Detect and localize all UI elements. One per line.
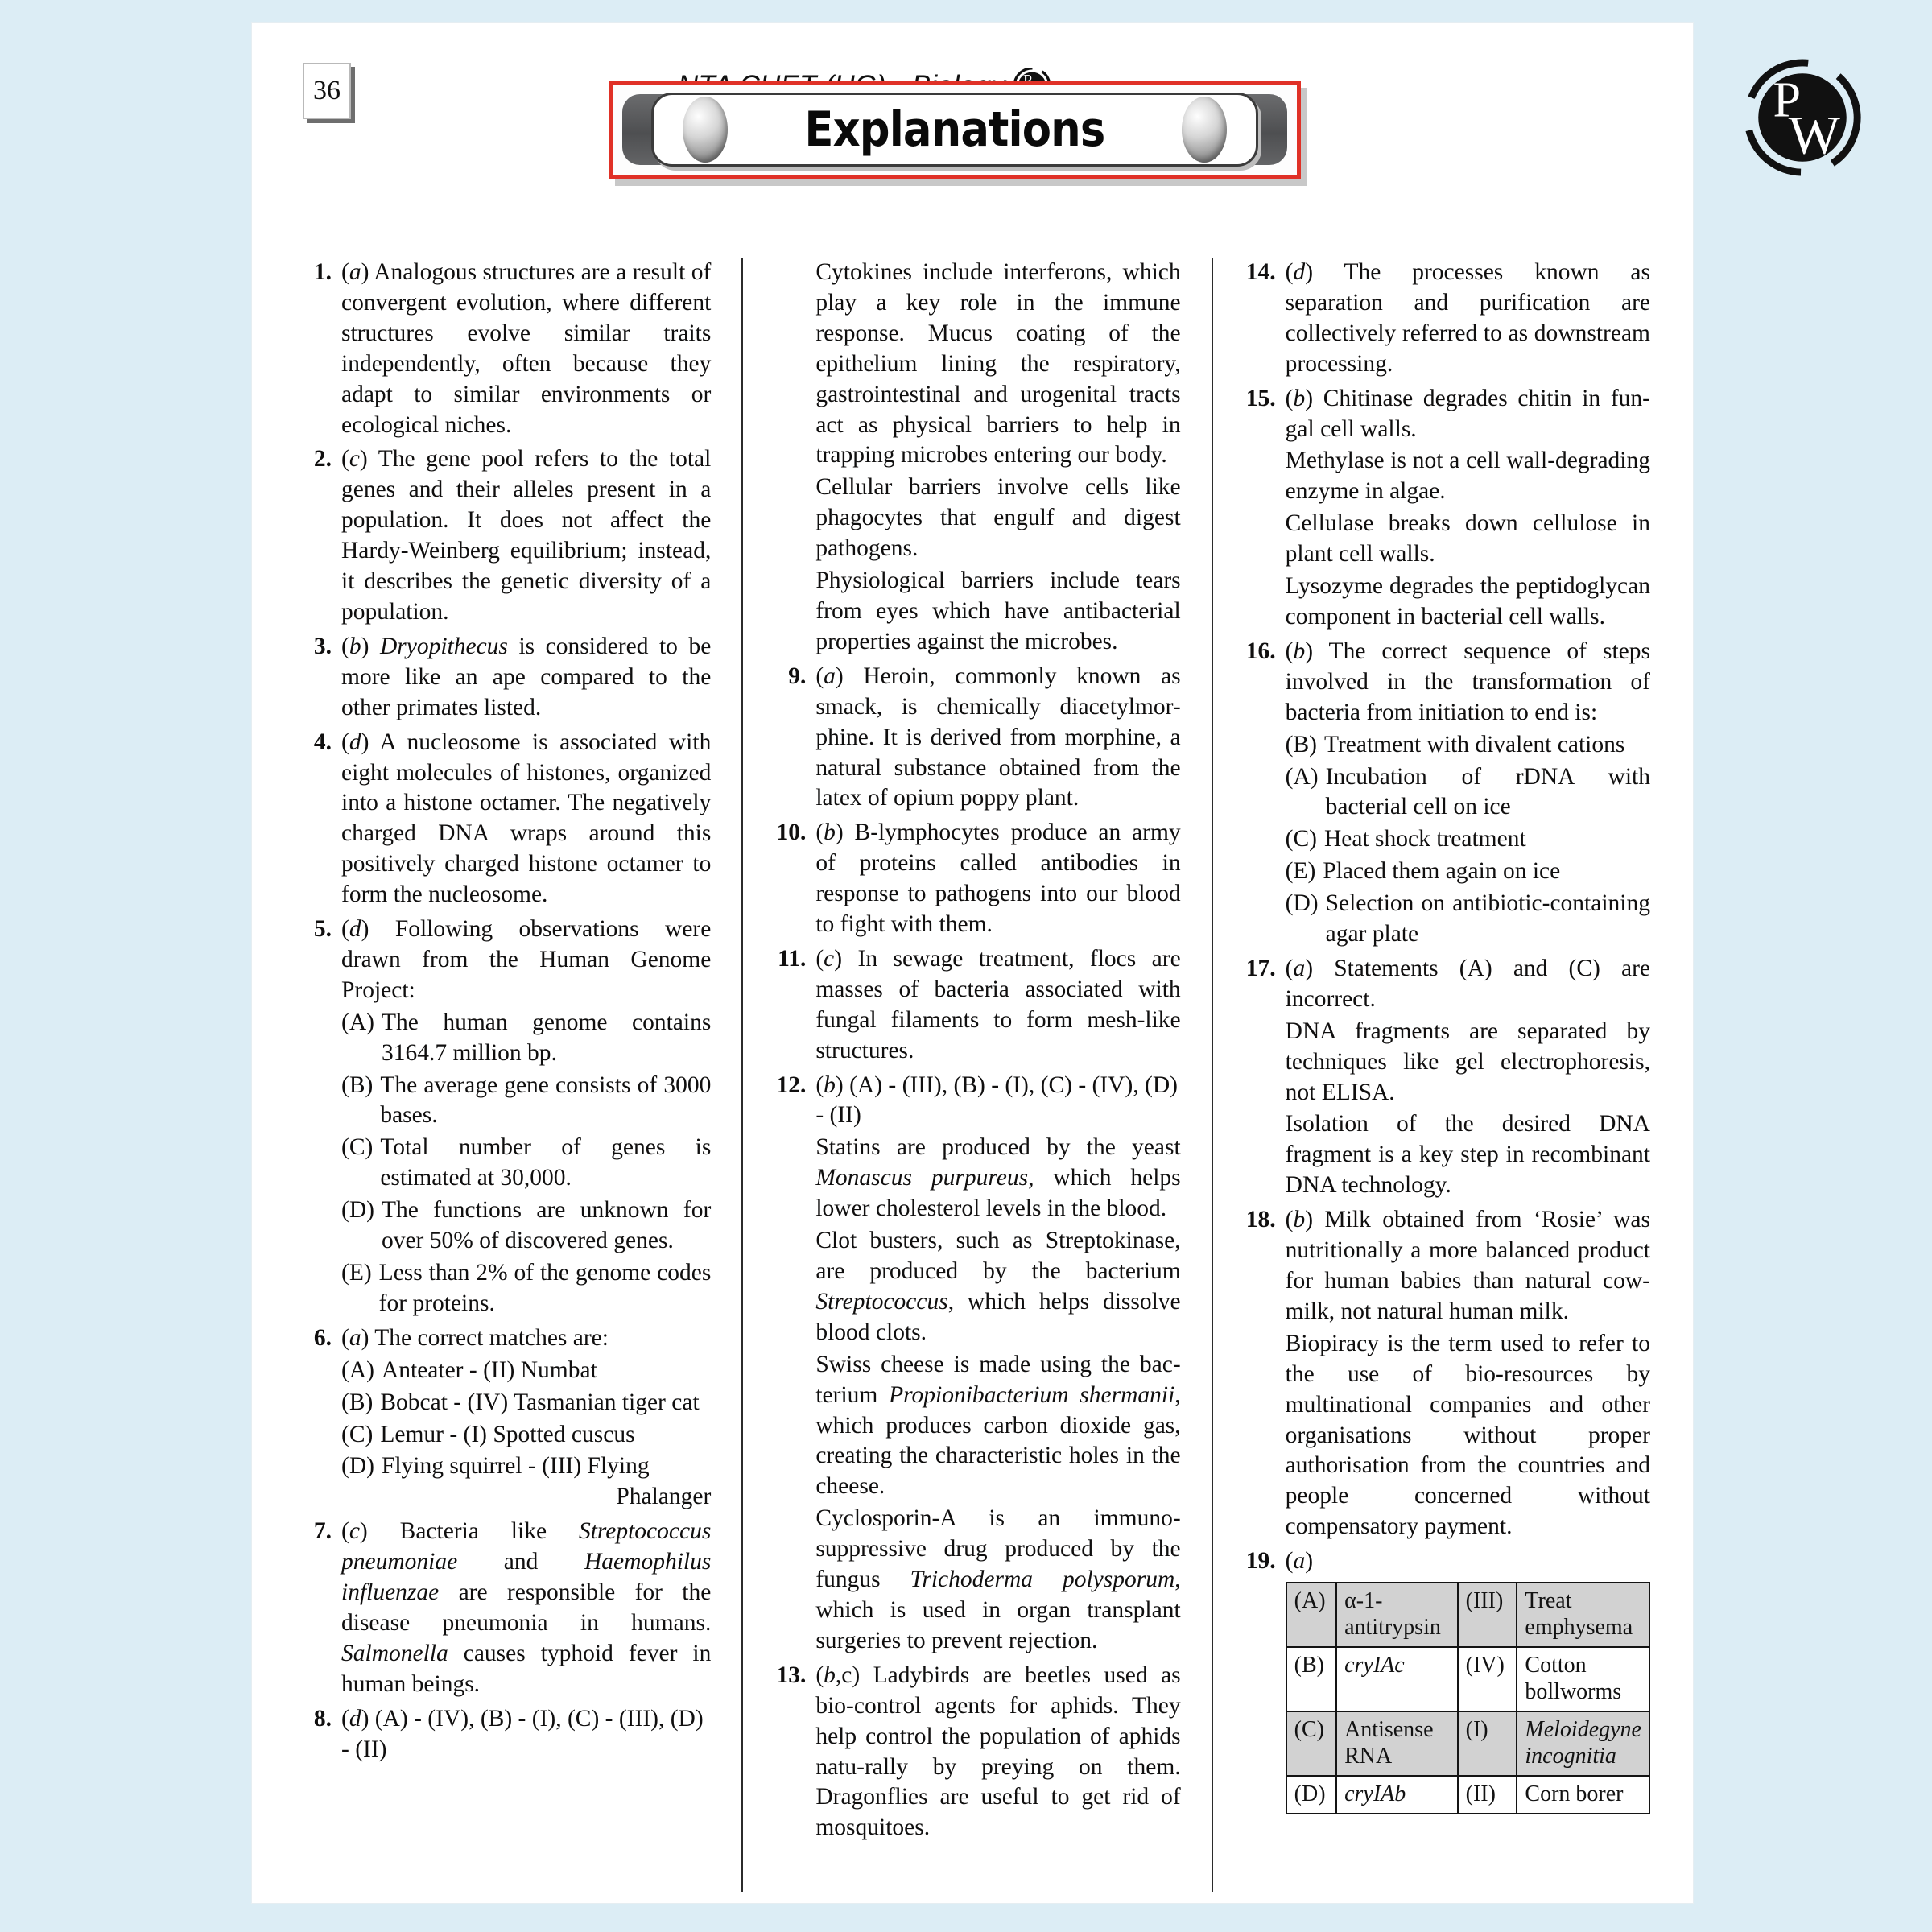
page-number-badge (303, 63, 351, 119)
explanation-item (304, 1517, 711, 1701)
sub-point (1286, 824, 1650, 855)
table-cell-key: (D) (1286, 1776, 1336, 1814)
item-body (1286, 384, 1650, 634)
answer-option: (b) (1285, 385, 1314, 411)
sub-point (341, 1420, 711, 1451)
text-run: Cyclosporin-A is an immuno-suppressive drug produced by the fungus (815, 1505, 1181, 1593)
table-cell-roman: (II) (1458, 1776, 1517, 1814)
explanation-paragraph: DNA fragments are separated by techniques like gel electrophoresis, not ELISA. (1285, 1018, 1650, 1105)
item-body (341, 632, 711, 725)
sub-point-tail: Phalanger (616, 1484, 712, 1510)
answer-option-letter: b (824, 819, 836, 846)
italic-term: Salmonella (341, 1640, 448, 1666)
sub-point-label: (B) (341, 1389, 374, 1415)
text-run: , which produces carbon dioxide gas, creating the characteristic holes in the cheese. (815, 1381, 1181, 1500)
sub-point-label: (C) (341, 1134, 374, 1161)
sub-point-text: Heat shock treatment (1323, 826, 1526, 852)
answer-paragraph: (b,c) Ladybirds are beetles used as bio-control agents for aphids. They help control the population of aphids natu-rally by preying on them. Dragonflies are useful to get rid of mosquitoes. (815, 1662, 1181, 1841)
banner-red-frame (609, 80, 1301, 179)
answer-paragraph (1286, 1546, 1650, 1577)
sub-point (1286, 857, 1650, 887)
sub-point-text: Placed them again on ice (1323, 858, 1561, 885)
banner-title: Explanations (804, 101, 1105, 158)
table-cell-value: cryIAb (1336, 1776, 1458, 1814)
answer-paragraph: (b) B-lymphocytes produce an army of proteins called antibodies in response to pathogens into our blood to fight with them. (815, 819, 1181, 938)
answer-paragraph: (a) Heroin, commonly known as smack, is chemically diacetylmor-phine. It is derived from morphine, a natural substance obtained from the latex of opium poppy plant. (815, 663, 1181, 811)
table-cell-key: (A) (1286, 1583, 1336, 1647)
item-number: 2. (313, 446, 332, 473)
explanation-item (304, 444, 711, 629)
column-2 (741, 258, 1180, 1892)
sub-point-label: (C) (341, 1421, 374, 1447)
answer-option: (a) (815, 663, 844, 689)
sub-point (341, 1451, 711, 1513)
answer-paragraph (815, 1226, 1180, 1348)
answer-option-letter: b (1293, 385, 1306, 411)
item-number: 11. (778, 945, 807, 972)
sub-point-text: The human genome contains 3164.7 million bp. (381, 1009, 712, 1066)
answer-option: (b,c) (815, 1662, 861, 1688)
answer-option: (b) (1285, 1207, 1314, 1233)
answer-option: (d) (1285, 259, 1314, 285)
matching-table (1286, 1582, 1650, 1814)
table-cell-match: Treat emphysema (1517, 1583, 1649, 1647)
sub-point (1286, 762, 1650, 824)
explanation-paragraph: Cellular barriers involve cells like phagocytes that engulf and digest pathogens. (815, 474, 1181, 562)
sub-point-label: (B) (1285, 731, 1317, 758)
answer-option-letter: b (349, 633, 361, 659)
explanation-item (1244, 258, 1650, 382)
item-number: 6. (313, 1324, 332, 1351)
explanation-item (1244, 1546, 1650, 1814)
item-number: 16. (1245, 638, 1276, 664)
answer-option: (d) (341, 729, 369, 755)
item-number: 8. (313, 1705, 332, 1732)
answer-option: (b) (815, 819, 844, 846)
item-body (1286, 258, 1650, 382)
sub-point-text: Flying squirrel - (III) Flying Phalanger (382, 1451, 711, 1513)
answer-paragraph (341, 1517, 711, 1699)
answer-paragraph: (c) In sewage treatment, flocs are masses of bacteria associated with fungal filaments to form mesh-like structures. (815, 945, 1181, 1063)
answer-option-letter: a (349, 1324, 361, 1351)
explanation-item (774, 818, 1180, 942)
sub-point (341, 1356, 711, 1386)
answer-option-letter: b (1293, 638, 1306, 664)
answer-paragraph: (b) (A) - (III), (B) - (I), (C) - (IV), (D) - (II) (815, 1071, 1178, 1129)
table-cell-value: cryIAc (1336, 1647, 1458, 1711)
answer-option-letter: d (349, 1705, 361, 1732)
sub-point-text: Less than 2% of the genome codes for proteins. (378, 1260, 712, 1316)
sub-point-label: (D) (1285, 890, 1319, 917)
text-run: and (457, 1549, 584, 1575)
text-run: Bacteria like (399, 1518, 579, 1545)
text-run: causes typhoid fever in human beings. (341, 1640, 712, 1697)
text-run: , which helps lower cholesterol levels in the blood. (815, 1165, 1181, 1222)
banner-knob-left-icon (683, 97, 728, 163)
italic-term: Propionibacterium shermanii (889, 1381, 1175, 1408)
item-number: 5. (313, 916, 332, 943)
sub-point-text: Incubation of rDNA with bacterial cell on ice (1325, 763, 1650, 820)
italic-term: Streptococcus (815, 1288, 948, 1315)
answer-option: (c) (815, 945, 843, 972)
answer-paragraph: (d) (A) - (IV), (B) - (I), (C) - (III), (D) - (II) (341, 1705, 704, 1762)
sub-point (341, 1388, 711, 1418)
sub-point (1286, 889, 1650, 950)
explanation-item (774, 1071, 1180, 1658)
sub-point-text: The functions are unknown for over 50% of discovered genes. (381, 1197, 712, 1254)
answer-option: (b) (1285, 638, 1314, 664)
sub-point-label: (E) (1285, 858, 1316, 885)
answer-option: (a) (1285, 1548, 1314, 1575)
answer-option-letter: d (349, 916, 361, 943)
item-body (1286, 637, 1650, 952)
answer-option: (d) (341, 1705, 369, 1732)
table-cell-roman: (IV) (1458, 1647, 1517, 1711)
text-run: , which is used in organ transplant surgeries to prevent rejection. (815, 1567, 1181, 1653)
text-run: are responsible for the disease pneumonia in humans. (341, 1579, 712, 1636)
explanation-item (304, 1323, 711, 1514)
table-cell-match: Cotton bollworms (1517, 1647, 1649, 1711)
item-body (1286, 954, 1650, 1203)
sub-point-text: Lemur - (I) Spotted cuscus (380, 1421, 635, 1447)
sub-point-text: The average gene consists of 3000 bases. (380, 1071, 712, 1129)
explanation-paragraph: Physiological barriers include tears from eyes which have antibacterial properties against the microbes. (815, 568, 1181, 654)
answer-option-letter: a (824, 663, 836, 689)
item-body (1286, 1205, 1650, 1544)
table-cell-roman: (I) (1458, 1711, 1517, 1776)
answer-option-letter: a (1293, 955, 1306, 981)
table-cell-key: (C) (1286, 1711, 1336, 1776)
banner-knob-right-icon (1182, 97, 1227, 163)
explanation-item (1244, 954, 1650, 1203)
item-number: 9. (788, 663, 807, 689)
answer-paragraph: (b) The correct sequence of steps involved in the transformation of bacteria from initiation to end is: (1285, 638, 1650, 725)
item-number: 1. (313, 259, 332, 285)
table-cell-match: Corn borer (1517, 1776, 1649, 1814)
table-row (1286, 1776, 1649, 1814)
item-body (815, 1661, 1180, 1845)
answer-paragraph: (d) A nucleosome is associated with eight molecules of histones, organized into a histone octamer. The negatively charged DNA wraps around this positively charged histone octamer to form the nucleosome. (341, 729, 712, 908)
table-row (1286, 1583, 1649, 1647)
item-number: 10. (776, 819, 807, 846)
answer-paragraph: (b) Dryopithecus is considered to be more like an ape compared to the other primates listed. (341, 633, 712, 720)
answer-option: (b) (341, 633, 369, 659)
explanation-item (774, 662, 1180, 816)
text-run: , which helps dissolve blood clots. (815, 1288, 1181, 1345)
item-body (815, 1071, 1180, 1658)
italic-term: Trichoderma polysporum (910, 1567, 1175, 1593)
item-number: 18. (1245, 1207, 1276, 1233)
text-run: Swiss cheese is made using the bac-terium (815, 1351, 1181, 1408)
explanation-item (1244, 384, 1650, 634)
explanation-item (774, 258, 1180, 659)
explanation-item (1244, 1205, 1650, 1544)
item-number: 15. (1245, 385, 1276, 411)
item-body (341, 728, 711, 912)
sub-point (1286, 730, 1650, 761)
sub-point-label: (B) (341, 1071, 374, 1098)
explanation-paragraph: Isolation of the desired DNA fragment is a key step in recombinant DNA technology. (1285, 1111, 1650, 1199)
sub-point-text: Total number of genes is estimated at 30,000. (380, 1134, 712, 1191)
answer-paragraph: (a) Analogous structures are a result of convergent evolution, where different structures evolve similar traits independently, often because they adapt to similar environments or ecological niches. (341, 259, 712, 438)
answer-paragraph (815, 1133, 1180, 1224)
column-3 (1212, 258, 1650, 1892)
sub-point-label: (A) (1285, 763, 1319, 790)
answer-paragraph: (a) Statements (A) and (C) are incorrect. (1285, 955, 1650, 1012)
answer-option-letter: c (824, 945, 835, 972)
item-body (341, 1323, 711, 1514)
sub-point-label: (D) (341, 1453, 374, 1480)
item-body (815, 944, 1180, 1068)
svg-text:P: P (1773, 72, 1802, 128)
explanation-item (304, 914, 711, 1321)
table-row (1286, 1647, 1649, 1711)
svg-text:W: W (1788, 104, 1840, 166)
item-body (1286, 1546, 1650, 1814)
table-cell-value: Antisense RNA (1336, 1711, 1458, 1776)
explanation-item (304, 728, 711, 912)
item-number: 7. (313, 1518, 332, 1545)
sub-point-text: Selection on antibiotic-containing agar plate (1325, 890, 1650, 947)
explanation-item (304, 1704, 711, 1767)
answer-option-letter: c (349, 446, 360, 473)
explanation-item (1244, 637, 1650, 952)
answer-option-letter: a (349, 259, 361, 285)
italic-term: Monascus purpureus (815, 1165, 1029, 1191)
table-cell-key: (B) (1286, 1647, 1336, 1711)
item-body (341, 1704, 711, 1767)
answer-option-letter: a (1293, 1548, 1306, 1575)
item-body (341, 258, 711, 442)
answer-option-letter: c (349, 1518, 360, 1545)
answer-paragraph: (b) Milk obtained from ‘Rosie’ was nutritionally a more balanced product for human babies than natural cow-milk, not natural human milk. (1285, 1207, 1650, 1324)
explanation-item (304, 258, 711, 442)
item-body (341, 1517, 711, 1701)
explanation-paragraph: Cytokines include interferons, which play a key role in the immune response. Mucus coating of the epithelium lining the respiratory, gastrointestinal and urogenital tracts act as physical barriers to help in trapping microbes entering our body. (815, 259, 1181, 469)
sub-point (341, 1008, 711, 1069)
item-body (341, 914, 711, 1321)
answer-option: (c) (341, 1518, 368, 1545)
answer-option: (a) (341, 259, 369, 285)
answer-option: (a) (1285, 955, 1314, 981)
explanation-item (774, 944, 1180, 1068)
sub-point (341, 1258, 711, 1319)
text-run: Clot busters, such as Streptokinase, are produced by the bacterium (815, 1228, 1181, 1284)
sub-point-text: Treatment with divalent cations (1323, 731, 1625, 758)
table-cell-value: α-1-antitrypsin (1336, 1583, 1458, 1647)
answer-paragraph (815, 1350, 1180, 1503)
explanations-banner (609, 80, 1301, 179)
explanation-paragraph: Methylase is not a cell wall-degrading enzyme in algae. (1285, 448, 1650, 505)
text-run: Statins are produced by the yeast (815, 1134, 1181, 1161)
sub-point-label: (A) (341, 1356, 374, 1383)
item-number: 19. (1245, 1548, 1276, 1575)
item-number: 14. (1245, 259, 1276, 285)
column-1 (304, 258, 711, 1892)
explanation-item (774, 1661, 1180, 1845)
sub-point-label: (C) (1285, 826, 1317, 852)
page-number-value: 36 (313, 76, 341, 105)
item-body (815, 818, 1180, 942)
sub-point (341, 1071, 711, 1132)
item-body (815, 662, 1180, 816)
answer-paragraph: (c) The gene pool refers to the total genes and their alleles present in a population. It does not affect the Hardy-Weinberg equilibrium; instead, it describes the genetic diversity of a population. (341, 446, 712, 625)
item-number: 4. (313, 729, 332, 755)
table-cell-match: Meloidegyne incognitia (1517, 1711, 1649, 1776)
answer-paragraph: (a) The correct matches are: (341, 1324, 609, 1351)
answer-option: (a) (341, 1324, 369, 1351)
banner-inner-panel (651, 93, 1258, 167)
pw-logo-large-icon (1743, 58, 1862, 177)
table-row (1286, 1711, 1649, 1776)
sub-point-text: Bobcat - (IV) Tasmanian tiger cat (380, 1389, 700, 1415)
item-number: 12. (776, 1071, 807, 1098)
italic-term: Streptococcus pneumoniae (341, 1518, 712, 1575)
explanation-paragraph: Biopiracy is the term used to refer to the use of bio-resources by multinational companies and other organisations without proper authorisation from the countries and people concerned without compensatory payment. (1285, 1330, 1650, 1540)
answer-paragraph: (d) The processes known as separation and purification are collectively referred to as downstream processing. (1285, 259, 1650, 377)
answer-paragraph (815, 1504, 1180, 1657)
answer-paragraph: (b) Chitinase degrades chitin in fun-gal cell walls. (1285, 385, 1650, 442)
table-cell-roman: (III) (1458, 1583, 1517, 1647)
item-number: 17. (1245, 955, 1276, 981)
answer-option-letter: b (824, 1071, 836, 1098)
explanations-columns (304, 258, 1650, 1892)
explanation-paragraph: Lysozyme degrades the peptidoglycan component in bacterial cell walls. (1285, 573, 1650, 630)
answer-option-letter: d (349, 729, 361, 755)
explanation-paragraph: Cellulase breaks down cellulose in plant cell walls. (1285, 510, 1650, 568)
item-body (341, 444, 711, 629)
sub-point (341, 1195, 711, 1257)
answer-option-letter: b (824, 1662, 836, 1688)
italic-term: Dryopithecus (379, 633, 508, 659)
sub-point-label: (A) (341, 1009, 374, 1035)
sub-point-label: (D) (341, 1197, 374, 1224)
item-number (774, 258, 815, 659)
item-number: 13. (776, 1662, 807, 1688)
item-number: 3. (313, 633, 332, 659)
answer-paragraph: (d) Following observations were drawn from the Human Genome Project: (341, 916, 712, 1003)
item-body (815, 258, 1180, 659)
sub-point-text: Anteater - (II) Numbat (381, 1356, 597, 1383)
italic-term: Haemophilus influenzae (341, 1549, 712, 1606)
answer-option: (b) (815, 1071, 844, 1098)
explanation-item (304, 632, 711, 725)
sub-point-label: (E) (341, 1260, 372, 1286)
answer-option: (d) (341, 916, 369, 943)
answer-option-letter: b (1293, 1207, 1306, 1233)
answer-option-letter: d (1293, 259, 1306, 285)
sub-point (341, 1133, 711, 1194)
answer-option: (c) (341, 446, 368, 473)
